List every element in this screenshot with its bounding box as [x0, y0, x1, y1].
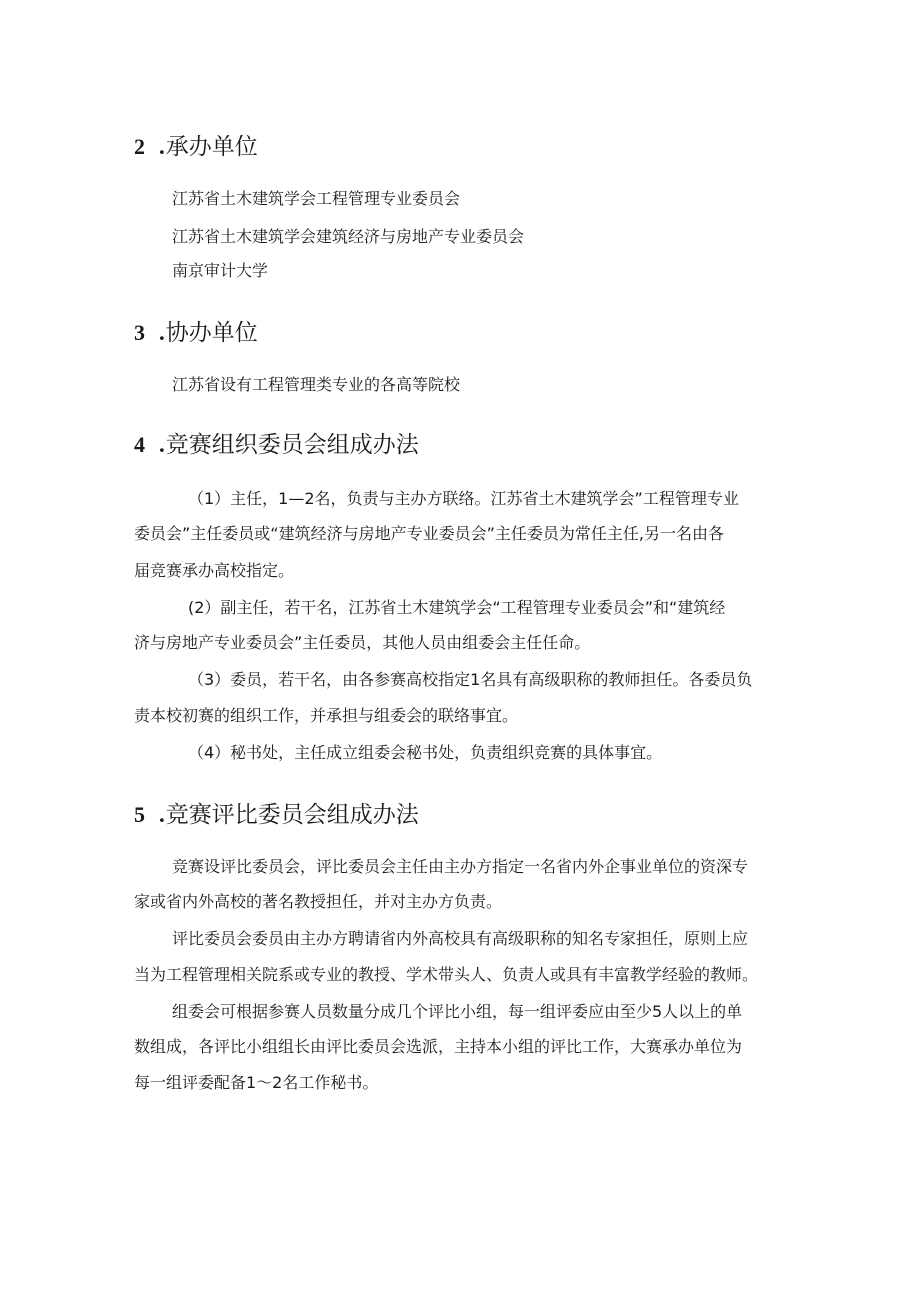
section-5-paragraph-2-line: 当为工程管理相关院系或专业的教授、学术带头人、负责人或具有丰富教学经验的教师。 [134, 965, 759, 984]
section-5-title: 竞赛评比委员会组成办法 [165, 802, 419, 828]
section-4-paragraph-4-line: （4）秘书处，主任成立组委会秘书处，负责组织竞赛的具体事宜。 [188, 743, 663, 762]
section-2-dot: . [159, 134, 165, 159]
section-4-paragraph-1-line: 届竞赛承办高校指定。 [134, 561, 295, 580]
section-2-title: 承办单位 [165, 134, 258, 160]
section-4-heading [134, 430, 419, 460]
section-4-paragraph-1-line: （1）主任，1—2名，负责与主办方联络。江苏省土木建筑学会”工程管理专业 [188, 489, 739, 508]
section-5-paragraph-2-line: 评比委员会委员由主办方聘请省内外高校具有高级职称的知名专家担任，原则上应 [172, 929, 749, 948]
section-2-number: 2 [134, 134, 145, 159]
section-5-dot: . [159, 802, 165, 827]
section-2-heading [134, 132, 258, 162]
section-5-paragraph-1-line: 竞赛设评比委员会，评比委员会主任由主办方指定一名省内外企事业单位的资深专 [172, 857, 749, 876]
section-3-title: 协办单位 [165, 320, 258, 346]
section-4-paragraph-3-line: 责本校初赛的组织工作，并承担与组委会的联络事宜。 [134, 706, 519, 725]
section-4-paragraph-2-line: 济与房地产专业委员会”主任委员，其他人员由组委会主任任命。 [134, 633, 591, 652]
section-4-title: 竞赛组织委员会组成办法 [165, 432, 419, 458]
section-5-heading [134, 800, 419, 830]
section-4-number: 4 [134, 432, 145, 457]
section-3-dot: . [159, 320, 165, 345]
section-4-dot: . [159, 432, 165, 457]
section-4-paragraph-2-line: (2）副主任，若干名，江苏省土木建筑学会“工程管理专业委员会”和“建筑经 [188, 598, 726, 617]
section-5-paragraph-3-line: 数组成，各评比小组组长由评比委员会选派，主持本小组的评比工作，大赛承办单位为 [134, 1037, 743, 1056]
section-3-number: 3 [134, 320, 145, 345]
section-5-paragraph-1-line: 家或省内外高校的著名教授担任，并对主办方负责。 [134, 892, 503, 911]
section-4-paragraph-3-line: （3）委员，若干名，由各参赛高校指定1名具有高级职称的教师担任。各委员负 [188, 670, 753, 689]
section-4-paragraph-1-line: 委员会”主任委员或“建筑经济与房地产专业委员会”主任委员为常任主任,另一名由各 [134, 524, 724, 543]
section-3-item: 江苏省设有工程管理类专业的各高等院校 [172, 375, 461, 394]
section-3-heading [134, 318, 258, 348]
section-5-number: 5 [134, 802, 145, 827]
section-2-item: 江苏省土木建筑学会建筑经济与房地产专业委员会 [172, 227, 525, 246]
section-2-item: 江苏省土木建筑学会工程管理专业委员会 [172, 189, 461, 208]
section-2-item: 南京审计大学 [172, 261, 269, 280]
section-5-paragraph-3-line: 每一组评委配备1〜2名工作秘书。 [134, 1073, 379, 1092]
section-5-paragraph-3-line: 组委会可根据参赛人员数量分成几个评比小组，每一组评委应由至少5人以上的单 [172, 1002, 743, 1021]
